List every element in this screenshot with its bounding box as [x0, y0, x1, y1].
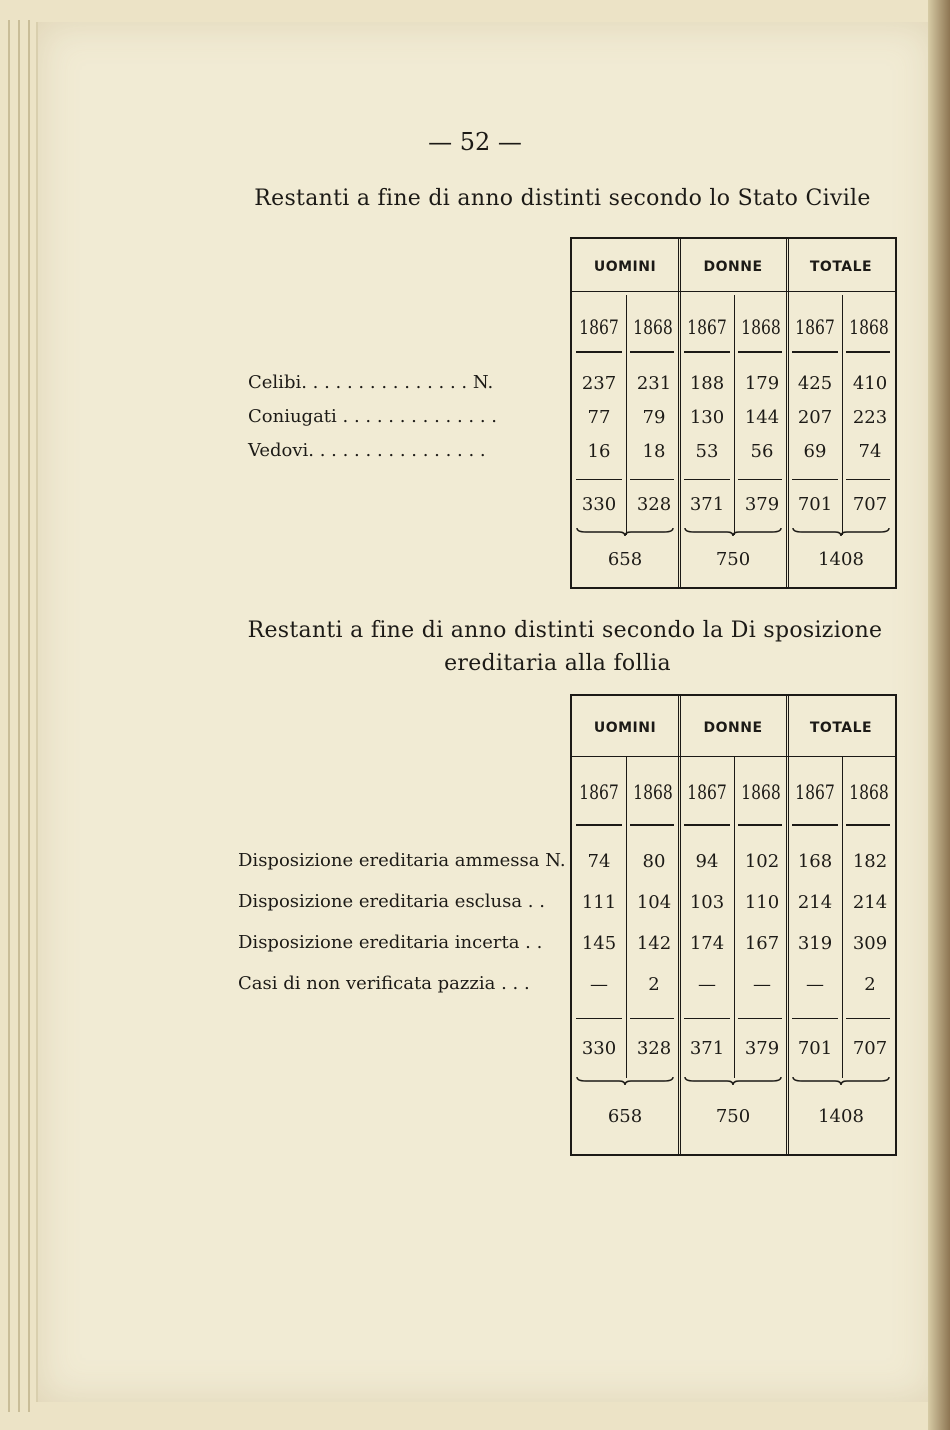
table1-total: 379: [744, 494, 780, 515]
table1-row-label: Vedovi. . . . . . . . . . . . . . . .: [248, 440, 486, 461]
brace-icon: [684, 527, 782, 537]
table1-cell: 74: [858, 441, 882, 462]
table1-grand-total: 658: [607, 549, 643, 570]
header-rule: [846, 351, 890, 353]
table2-cell: —: [753, 974, 771, 995]
table1-cell: 188: [689, 373, 725, 394]
total-rule: [630, 1018, 674, 1019]
table2-cell: 102: [744, 851, 780, 872]
total-rule: [738, 479, 782, 480]
brace-icon: [792, 527, 890, 537]
table2-row-label: Casi di non verificata pazzia . . .: [238, 973, 530, 994]
header-rule: [738, 351, 782, 353]
table1-cell: 179: [744, 373, 780, 394]
table2-cell: 111: [581, 892, 617, 913]
table2-grand-total: 750: [715, 1106, 751, 1127]
column-separator: [626, 295, 627, 535]
header-rule: [684, 351, 730, 353]
header-rule: [630, 824, 674, 826]
page-edge: [8, 20, 10, 1412]
year-header: 1868: [633, 315, 673, 339]
column-separator: [734, 295, 735, 535]
table1-total: 701: [797, 494, 833, 515]
table1-cell: 77: [587, 407, 611, 428]
header-rule: [630, 351, 674, 353]
total-rule: [576, 479, 622, 480]
table2-cell: —: [698, 974, 716, 995]
table1-cell: 410: [852, 373, 888, 394]
table1-cell: 425: [797, 373, 833, 394]
table2-cell: 110: [744, 892, 780, 913]
table2-cell: 167: [744, 933, 780, 954]
table2-total: 328: [636, 1038, 672, 1059]
year-header: 1868: [741, 315, 781, 339]
table2-cell: 74: [587, 851, 611, 872]
table1-total: 371: [689, 494, 725, 515]
table2-total: 379: [744, 1038, 780, 1059]
table1-cell: 231: [636, 373, 672, 394]
table2-title: Restanti a fine di anno distinti secondo la Di sposizione: [247, 618, 883, 643]
header-rule: [846, 824, 890, 826]
table2-total: 330: [581, 1038, 617, 1059]
year-header: 1867: [579, 315, 619, 339]
table1-cell: 16: [587, 441, 611, 462]
table2-cell: 103: [689, 892, 725, 913]
table1-cell: 144: [744, 407, 780, 428]
total-rule: [846, 1018, 890, 1019]
page-edge: [28, 20, 30, 1412]
brace-icon: [576, 527, 674, 537]
table2-cell: 319: [797, 933, 833, 954]
table2-cell: 142: [636, 933, 672, 954]
header-rule: [738, 824, 782, 826]
table2-cell: 145: [581, 933, 617, 954]
brace-icon: [792, 1076, 890, 1086]
header-rule: [792, 824, 838, 826]
table2-cell: 94: [695, 851, 719, 872]
table2-total: 707: [852, 1038, 888, 1059]
page-edge: [18, 20, 20, 1412]
header-rule: [572, 756, 895, 757]
column-header-donne: DONNE: [703, 259, 763, 275]
year-header: 1868: [633, 780, 673, 804]
header-rule: [576, 824, 622, 826]
column-header-donne: DONNE: [703, 720, 763, 736]
brace-icon: [684, 1076, 782, 1086]
table1-cell: 130: [689, 407, 725, 428]
table2-row-label: Disposizione ereditaria incerta . .: [238, 932, 543, 953]
table1-cell: 207: [797, 407, 833, 428]
year-header: 1868: [849, 315, 889, 339]
table1-total: 707: [852, 494, 888, 515]
total-rule: [684, 479, 730, 480]
table1-cell: 223: [852, 407, 888, 428]
year-header: 1868: [741, 780, 781, 804]
header-rule: [576, 351, 622, 353]
table1-title: Restanti a fine di anno distinti secondo lo Stato Civile: [254, 186, 871, 211]
page-number: — 52 —: [428, 128, 522, 156]
year-header: 1867: [579, 780, 619, 804]
year-header: 1867: [687, 780, 727, 804]
column-header-uomini: UOMINI: [593, 259, 657, 275]
table1-cell: 69: [803, 441, 827, 462]
table2-cell: 168: [797, 851, 833, 872]
table2-cell: 2: [648, 974, 660, 995]
column-header-uomini: UOMINI: [593, 720, 657, 736]
table1: [570, 237, 897, 589]
table2-total: 371: [689, 1038, 725, 1059]
table1-cell: 18: [642, 441, 666, 462]
total-rule: [684, 1018, 730, 1019]
header-rule: [792, 351, 838, 353]
table1-row-label: Coniugati . . . . . . . . . . . . . .: [248, 406, 498, 427]
total-rule: [792, 479, 838, 480]
column-separator: [842, 295, 843, 535]
header-rule: [684, 824, 730, 826]
table1-grand-total: 1408: [818, 549, 864, 570]
table1-total: 330: [581, 494, 617, 515]
column-separator: [842, 756, 843, 1078]
year-header: 1867: [687, 315, 727, 339]
table2-row-label: Disposizione ereditaria ammessa N.: [238, 850, 566, 871]
table2-grand-total: 658: [607, 1106, 643, 1127]
table2-cell: 309: [852, 933, 888, 954]
table1-cell: 79: [642, 407, 666, 428]
column-separator: [626, 756, 627, 1078]
column-header-totale: TOTALE: [809, 720, 873, 736]
total-rule: [792, 1018, 838, 1019]
table2-cell: —: [806, 974, 824, 995]
column-separator: [678, 696, 681, 1154]
table2-title-line2: ereditaria alla follia: [444, 651, 671, 676]
column-header-totale: TOTALE: [809, 259, 873, 275]
brace-icon: [576, 1076, 674, 1086]
table1-cell: 56: [750, 441, 774, 462]
table2-cell: 2: [864, 974, 876, 995]
table2-cell: 174: [689, 933, 725, 954]
table1-total: 328: [636, 494, 672, 515]
table1-grand-total: 750: [715, 549, 751, 570]
table1-cell: 53: [695, 441, 719, 462]
table2-cell: —: [590, 974, 608, 995]
table1-row-label: Celibi. . . . . . . . . . . . . . . N.: [248, 372, 494, 393]
table2-cell: 214: [852, 892, 888, 913]
table2-row-label: Disposizione ereditaria esclusa . .: [238, 891, 545, 912]
header-rule: [572, 291, 895, 292]
year-header: 1868: [849, 780, 889, 804]
table2-cell: 182: [852, 851, 888, 872]
column-separator: [734, 756, 735, 1078]
table2: [570, 694, 897, 1156]
table2-grand-total: 1408: [818, 1106, 864, 1127]
total-rule: [846, 479, 890, 480]
total-rule: [738, 1018, 782, 1019]
year-header: 1867: [795, 780, 835, 804]
year-header: 1867: [795, 315, 835, 339]
total-rule: [576, 1018, 622, 1019]
table2-cell: 80: [642, 851, 666, 872]
total-rule: [630, 479, 674, 480]
column-separator: [786, 696, 789, 1154]
table2-cell: 214: [797, 892, 833, 913]
table2-cell: 104: [636, 892, 672, 913]
table1-cell: 237: [581, 373, 617, 394]
table2-total: 701: [797, 1038, 833, 1059]
